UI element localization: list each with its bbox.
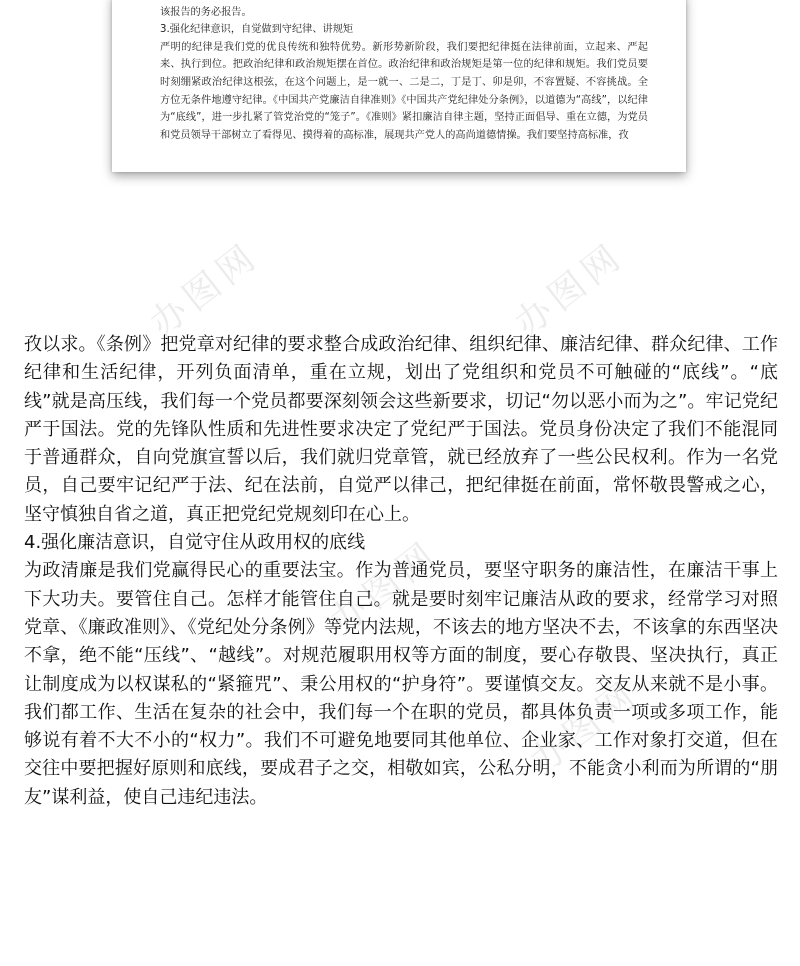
article-paragraph: 为政清廉是我们党赢得民心的重要法宝。作为普通党员，要坚守职务的廉洁性，在廉洁干事上下大功夫。要管住自己。怎样才能管住自己。就是要时刻牢记廉洁从政的要求，经常学习对照党章、《廉政准则》、《党纪处分条例》等党内法规，不该去的地方坚决不去，不该拿的东西坚决不拿，绝不能“压线”、“越线”。对规范履职用权等方面的制度，要心存敬畏、坚决执行，真正让制度成为以权谋私的“紧箍咒”、秉公用权的“护身符”。要谨慎交友。交友从来就不是小事。我们都工作、生活在复杂的社会中，我们每一个在职的党员，都具体负责一项或多项工作，能够说有着不大不小的“权力”。我们不可避免地要同其他单位、企业家、工作对象打交道，但在交往中要把握好原则和底线，要成君子之交，相敬如宾，公私分明，不能贪小利而为所谓的“朋友”谋利益，使自己违纪违法。 — [24, 560, 778, 808]
watermark: 办图网 — [522, 672, 648, 783]
watermark: 办图网 — [507, 234, 633, 345]
document-preview-text — [160, 0, 648, 144]
preview-line: 该报告的务必报告。 — [160, 6, 252, 18]
article-paragraph: 孜以求。《条例》把党章对纪律的要求整合成政治纪律、组织纪律、廉洁纪律、群众纪律、工作纪律和生活纪律，开列负面清单，重在立规，划出了党组织和党员不可触碰的“底线”。“底线”就是高压线，我们每一个党员都要深刻领会这些新要求，切记“勿以恶小而为之”。牢记党纪严于国法。党的先锋队性质和先进性要求决定了党纪严于国法。党员身份决定了我们不能混同于普通群众，自向党旗宣誓以后，我们就归党章管，就已经放弃了一些公民权利。作为一名党员，自己要牢记纪严于法、纪在法前，自觉严以律己，把纪律挺在前面，常怀敬畏警戒之心，坚守慎独自省之道，真正把党纪党规刻印在心上。 — [24, 334, 778, 525]
watermark: 办图网 — [142, 234, 268, 345]
article-body — [24, 331, 778, 812]
preview-paragraph: 严明的纪律是我们党的优良传统和独特优势。新形势新阶段，我们要把纪律挺在法律前面，立起来、严起来、执行到位。把政治纪律和政治规矩摆在首位。政治纪律和政治规矩是第一位的纪律和规矩。我们党员要时刻绷紧政治纪律这根弦，在这个问题上，是一就一、二是二，丁是丁、卯是卯，不容置疑、不容挑战。全方位无条件地遵守纪律。《中国共产党廉洁自律准则》《中国共产党纪律处分条例》，以道德为“高线”，以纪律为“底线”，进一步扎紧了管党治党的“笼子”。《准则》紧扣廉洁自律主题，坚持正面倡导、重在立德，为党员和党员领导干部树立了看得见、摸得着的高标准，展现共产党人的高尚道德情操。我们要坚持高标准，孜 — [160, 41, 648, 141]
preview-heading: 3.强化纪律意识，自觉做到守纪律、讲规矩 — [160, 24, 354, 36]
section-heading: 4.强化廉洁意识，自觉守住从政用权的底线 — [24, 532, 366, 554]
document-preview-card — [112, 0, 686, 172]
watermark: 办图网 — [322, 532, 448, 643]
